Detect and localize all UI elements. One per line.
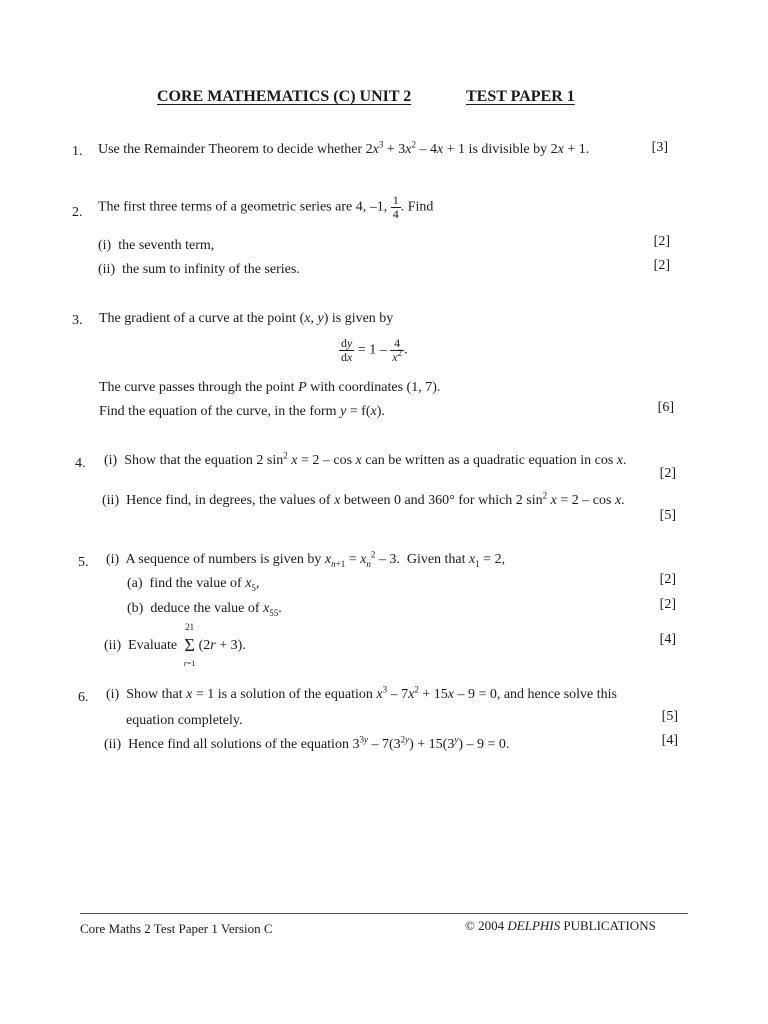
question-1-number: 1.: [72, 144, 83, 159]
footer-left: Core Maths 2 Test Paper 1 Version C: [80, 921, 273, 936]
question-3-passes: The curve passes through the point P with coordinates (1, 7).: [99, 380, 441, 395]
question-4-part-ii-mark: [5]: [659, 508, 676, 523]
question-2-part-ii: (ii) the sum to infinity of the series.: [98, 262, 300, 277]
paper-title: TEST PAPER 1: [466, 88, 575, 105]
question-2-part-i-mark: [2]: [653, 234, 670, 249]
question-3-mark: [6]: [657, 400, 674, 415]
page-title: CORE MATHEMATICS (C) UNIT 2: [157, 88, 412, 105]
question-5-part-ii: (ii) Evaluate 21 Σ r=1 (2r + 3).: [104, 622, 246, 668]
footer-divider: [80, 913, 688, 914]
question-5-number: 5.: [78, 555, 89, 570]
question-4-number: 4.: [75, 456, 86, 471]
footer-copyright: © 2004 DELPHIS PUBLICATIONS: [465, 918, 656, 933]
question-5-part-a: (a) find the value of $x_5$,: [127, 576, 260, 593]
question-5-part-b-mark: [2]: [659, 597, 676, 612]
question-2-number: 2.: [72, 205, 83, 220]
question-6-part-i-line2: equation completely.: [126, 713, 243, 728]
question-6-part-i-mark: [5]: [661, 709, 678, 724]
question-2-text: The first three terms of a geometric series are 4, –1, $\frac{1}{4}$ . Find: [98, 193, 434, 222]
summation-sign: 21 Σ r=1: [183, 622, 196, 668]
gradient-equation: $\frac{dy}{dx}$ = 1 – $\frac{4}{x^2}$ .: [341, 336, 408, 365]
question-1-mark: [3]: [651, 140, 668, 155]
question-5-part-b: (b) deduce the value of $x_{55}$.: [127, 601, 282, 618]
question-6-part-ii-mark: [4]: [661, 733, 678, 748]
question-2-part-ii-mark: [2]: [653, 258, 670, 273]
question-6-part-ii: (ii) Hence find all solutions of the equation $3^{3y} - 7(3^{2y}) + 15(3^y) - 9 = 0$.: [104, 734, 510, 752]
question-4-part-i: (i) Show that the equation 2 $\sin^2 x = 2 - \cos x$ can be written as a quadratic equation in cos x.: [104, 450, 627, 468]
question-6-part-i: (i) Show that x = 1 is a solution of the equation $x^3 - 7x^2 + 15x - 9 = 0$, and hence solve this: [106, 684, 617, 702]
question-3-text: The gradient of a curve at the point (x, y) is given by: [99, 311, 394, 326]
question-4-part-i-mark: [2]: [659, 466, 676, 481]
question-1-text: Use the Remainder Theorem to decide whether $2x^3 + 3x^2 - 4x + 1$ is divisible by 2x + 1.: [98, 139, 590, 157]
question-5-part-i: (i) A sequence of numbers is given by $x_{n+1} = x_n^2 - 3$. Given that $x_1 = 2$,: [106, 549, 506, 569]
fraction-one-quarter: $\frac{1}{4}$: [392, 193, 399, 222]
question-3-find: Find the equation of the curve, in the form y = f(x).: [99, 404, 385, 419]
question-5-part-ii-mark: [4]: [659, 632, 676, 647]
question-4-part-ii: (ii) Hence find, in degrees, the values of x between 0 and 360° for which 2 $\sin^2 x = 2 - \cos x$.: [102, 490, 625, 508]
question-6-number: 6.: [78, 690, 89, 705]
question-5-part-a-mark: [2]: [659, 572, 676, 587]
question-3-number: 3.: [72, 313, 83, 328]
question-2-part-i: (i) the seventh term,: [98, 238, 215, 253]
